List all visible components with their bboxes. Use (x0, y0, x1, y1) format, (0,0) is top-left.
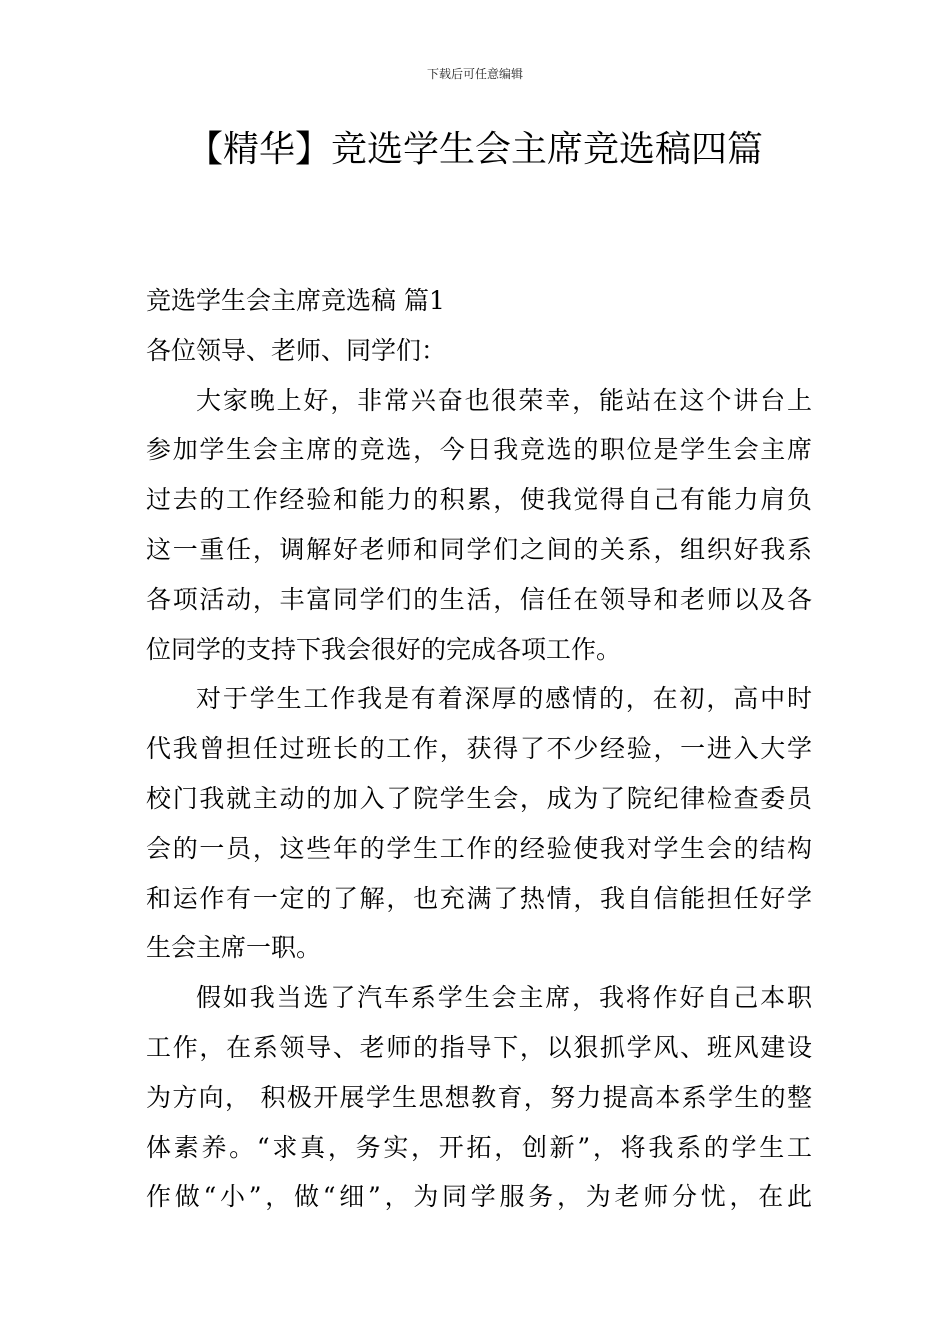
paragraph-line: 和运作有一定的了解，也充满了热情，我自信能担任好学 (146, 883, 812, 913)
paragraph-line: 校门我就主动的加入了院学生会，成为了院纪律检查委员 (146, 783, 812, 813)
paragraph-2 (146, 674, 812, 973)
document-title: 【精华】竞选学生会主席竞选稿四篇 (186, 129, 763, 170)
paragraph-line: 各项活动，丰富同学们的生活，信任在领导和老师以及各 (146, 584, 812, 614)
paragraph-line: 为方向， 积极开展学生思想教育，努力提高本系学生的整 (146, 1082, 812, 1112)
paragraph-line: 参加学生会主席的竞选，今日我竞选的职位是学生会主席 (146, 435, 812, 465)
paragraph-line: 位同学的支持下我会很好的完成各项工作。 (146, 634, 622, 664)
paragraph-line: 对于学生工作我是有着深厚的感情的，在初，高中时 (196, 684, 812, 714)
paragraph-line: 体素养。“求真，务实，开拓，创新”，将我系的学生工 (146, 1132, 812, 1162)
paragraph-line: 会的一员，这些年的学生工作的经验使我对学生会的结构 (146, 833, 812, 863)
paragraph-1 (146, 376, 812, 675)
header-note: 下载后可任意编辑 (426, 67, 523, 81)
section-heading: 竞选学生会主席竞选稿 篇1 (146, 286, 445, 315)
paragraph-line: 过去的工作经验和能力的积累，使我觉得自己有能力肩负 (146, 485, 812, 515)
paragraph-line: 这一重任，调解好老师和同学们之间的关系，组织好我系 (146, 534, 812, 564)
paragraph-line: 代我曾担任过班长的工作，获得了不少经验，一进入大学 (146, 734, 812, 764)
greeting: 各位领导、老师、同学们： (146, 335, 447, 365)
paragraph-3 (146, 973, 812, 1222)
document-body (146, 276, 812, 1222)
paragraph-line: 假如我当选了汽车系学生会主席，我将作好自己本职 (196, 983, 812, 1013)
paragraph-line: 工作，在系领导、老师的指导下，以狠抓学风、班风建设 (146, 1032, 812, 1062)
paragraph-line: 生会主席一职。 (146, 933, 322, 963)
paragraph-line: 作做“小”，做“细”，为同学服务，为老师分忧，在此 (146, 1182, 812, 1212)
paragraph-line: 大家晚上好，非常兴奋也很荣幸，能站在这个讲台上 (196, 385, 812, 415)
